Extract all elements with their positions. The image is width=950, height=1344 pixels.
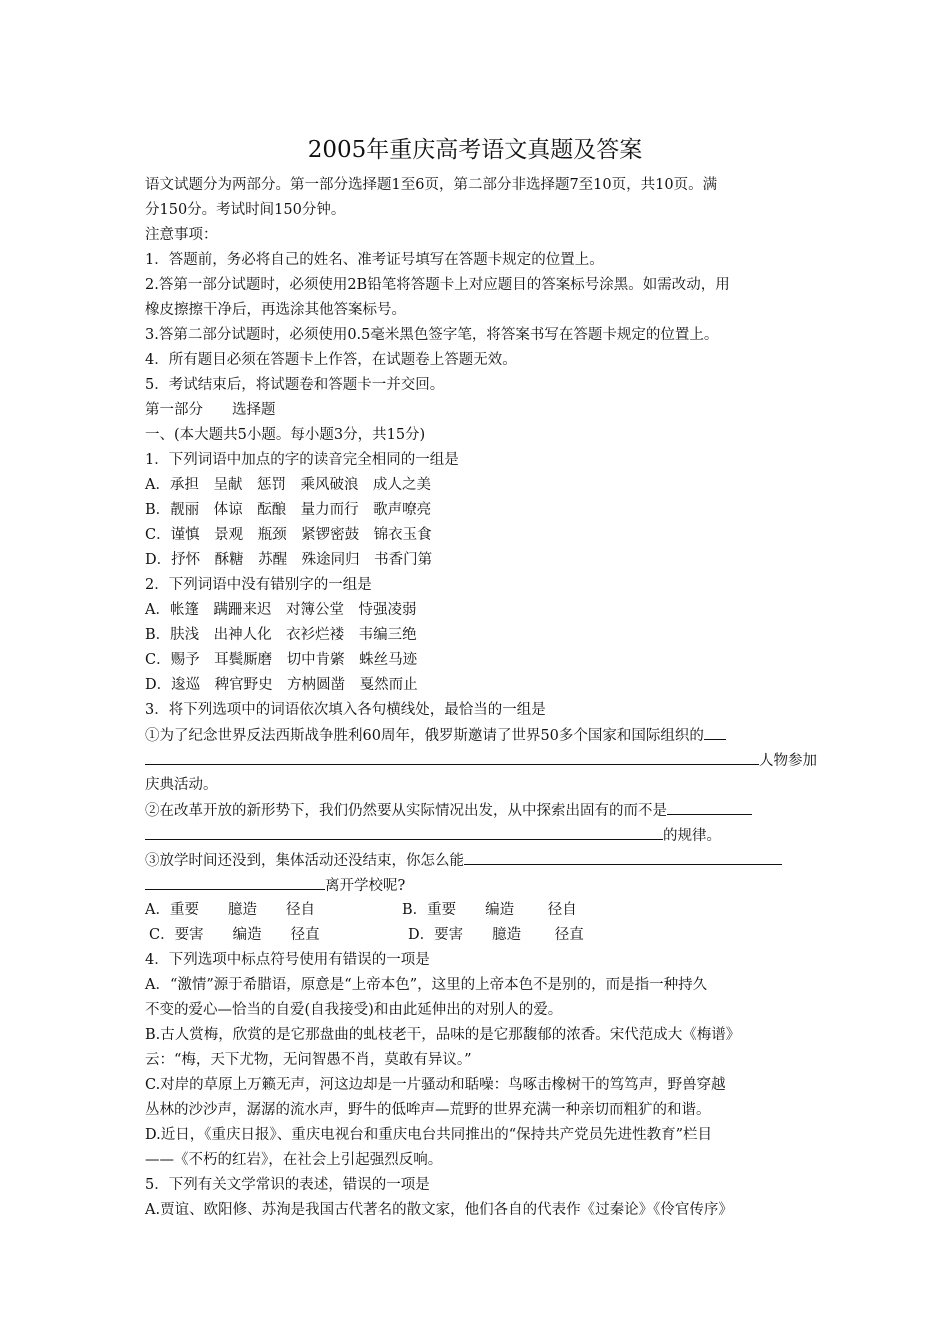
question-3-stem: 3．将下列选项中的词语依次填入各句横线处，最恰当的一组是	[145, 702, 546, 718]
intro-line-1: 语文试题分为两部分。第一部分选择题1至6页，第二部分非选择题7至10页，共10页。满	[145, 177, 718, 193]
intro-line-2: 分150分。考试时间150分钟。	[145, 202, 346, 218]
note-2-line-2: 橡皮擦擦干净后，再选涂其他答案标号。	[145, 302, 406, 318]
question-4-option-c-line-2: 丛林的沙沙声，潺潺的流水声，野牛的低哞声—荒野的世界充满一种亲切而粗犷的和谐。	[145, 1102, 711, 1118]
fill-blank	[464, 849, 782, 865]
sentence-2-end: 的规律。	[663, 828, 721, 844]
question-3-sentence-3-line-1	[145, 849, 782, 872]
question-2-option-c: C．赐予 耳鬓厮磨 切中肯綮 蛛丝马迹	[145, 652, 418, 668]
question-3-sentence-2-line-1	[145, 799, 752, 822]
question-3-sentence-3-line-2	[145, 874, 405, 897]
question-1-option-a: A．承担 呈献 惩罚 乘风破浪 成人之美	[145, 477, 431, 493]
sentence-1-start: ①为了纪念世界反法西斯战争胜利60周年，俄罗斯邀请了世界50多个国家和国际组织的	[145, 728, 704, 744]
question-1-stem: 1．下列词语中加点的字的读音完全相同的一组是	[145, 452, 459, 468]
question-4-option-a-line-2: 不变的爱心—恰当的自爱(自我接受)和由此延伸出的对别人的爱。	[145, 1002, 563, 1018]
document-title: 2005年重庆高考语文真题及答案	[307, 137, 643, 163]
fill-blank	[667, 799, 752, 815]
question-3-option-b: B．重要 编造 径自	[402, 902, 577, 918]
part-one-heading: 第一部分 选择题	[145, 402, 276, 418]
note-1: 1．答题前，务必将自己的姓名、准考证号填写在答题卡规定的位置上。	[145, 252, 604, 268]
question-1-option-c: C．谨慎 景观 瓶颈 紧锣密鼓 锦衣玉食	[145, 527, 432, 543]
question-1-option-d: D．抒怀 酥糖 苏醒 殊途同归 书香门第	[145, 552, 433, 568]
question-3-sentence-1-line-3: 庆典活动。	[145, 777, 218, 793]
fill-blank	[145, 824, 663, 840]
question-3-sentence-1-line-1	[145, 724, 726, 747]
fill-blank	[145, 749, 759, 765]
question-3-sentence-1-line-2	[145, 749, 817, 772]
fill-blank	[704, 724, 726, 740]
question-2-option-b: B．肤浅 出神人化 衣衫烂褛 韦编三绝	[145, 627, 417, 643]
note-4: 4．所有题目必须在答题卡上作答，在试题卷上答题无效。	[145, 352, 517, 368]
note-3: 3.答第二部分试题时，必须使用0.5毫米黑色签字笔，将答案书写在答题卡规定的位置上。	[145, 327, 719, 343]
section-one-heading: 一、(本大题共5小题。每小题3分，共15分)	[145, 427, 426, 443]
question-4-stem: 4．下列选项中标点符号使用有错误的一项是	[145, 952, 430, 968]
fill-blank	[145, 874, 325, 890]
question-4-option-b-line-2: 云：“梅，天下尤物，无问智愚不肖，莫敢有异议。”	[145, 1052, 472, 1068]
question-5-stem: 5．下列有关文学常识的表述，错误的一项是	[145, 1177, 430, 1193]
question-5-option-a-line-1: A.贾谊、欧阳修、苏洵是我国古代著名的散文家，他们各自的代表作《过秦论》《伶官传序》	[145, 1202, 733, 1218]
question-3-option-c: C．要害 编造 径直	[149, 927, 320, 943]
question-2-option-a: A．帐篷 蹒跚来迟 对簿公堂 恃强凌弱	[145, 602, 417, 618]
question-3-sentence-2-line-2	[145, 824, 721, 847]
question-2-stem: 2．下列词语中没有错别字的一组是	[145, 577, 372, 593]
sentence-3-start: ③放学时间还没到，集体活动还没结束，你怎么能	[145, 853, 464, 869]
question-4-option-d-line-2: ——《不朽的红岩》，在社会上引起强烈反响。	[145, 1152, 443, 1168]
question-2-option-d: D．逡巡 稗官野史 方枘圆凿 戛然而止	[145, 677, 418, 693]
sentence-1-end: 人物参加	[759, 753, 817, 769]
question-4-option-b-line-1: B.古人赏梅，欣赏的是它那盘曲的虬枝老干，品味的是它那馥郁的浓香。宋代范成大《梅谱》	[145, 1027, 741, 1043]
question-4-option-a-line-1: A．“激情”源于希腊语，原意是“上帝本色”，这里的上帝本色不是别的，而是指一种持久	[145, 977, 708, 993]
question-4-option-d-line-1: D.近日，《重庆日报》、重庆电视台和重庆电台共同推出的“保持共产党员先进性教育”栏目	[145, 1127, 713, 1143]
note-2-line-1: 2.答第一部分试题时，必须使用2B铅笔将答题卡上对应题目的答案标号涂黑。如需改动，用	[145, 277, 730, 293]
question-3-option-a: A．重要 臆造 径自	[145, 902, 315, 918]
notes-heading: 注意事项：	[145, 227, 218, 243]
question-3-option-d: D．要害 臆造 径直	[408, 927, 584, 943]
question-4-option-c-line-1: C.对岸的草原上万籁无声，河这边却是一片骚动和聒噪：鸟啄击橡树干的笃笃声，野兽穿越	[145, 1077, 726, 1093]
sentence-2-start: ②在改革开放的新形势下，我们仍然要从实际情况出发，从中探索出固有的而不是	[145, 803, 667, 819]
sentence-3-end: 离开学校呢?	[325, 878, 406, 894]
note-5: 5．考试结束后，将试题卷和答题卡一并交回。	[145, 377, 445, 393]
question-1-option-b: B．靓丽 体谅 酝酿 量力而行 歌声嘹亮	[145, 502, 432, 518]
